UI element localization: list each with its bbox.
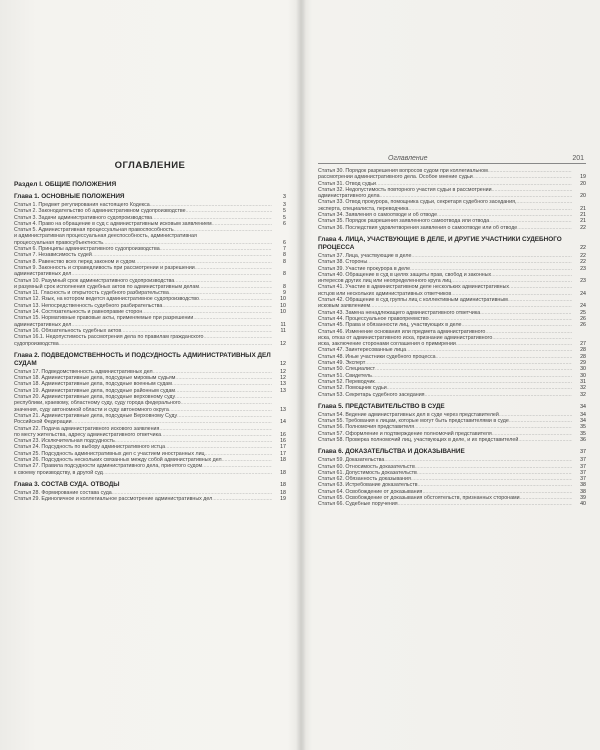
toc-entry-page: 35	[580, 430, 586, 437]
toc-entry-title: Статья 33. Отвод прокурора, помощника судьи, секретаря судебного заседания, .....	[318, 199, 572, 205]
toc-entry-title: Статья 2. Законодательство об административном судопроизводстве .....	[14, 208, 272, 214]
toc-entry-title: Статья 62. Обязанность доказывания .....	[318, 476, 572, 482]
toc-entry-title: Статья 32. Недопустимость повторного участия судьи в рассмотрении .....	[318, 187, 572, 193]
toc-entry-title: Российской Федерации .....	[14, 419, 272, 425]
toc-entry-title: административных дел .....	[14, 322, 272, 328]
toc-entry-page: 40	[580, 501, 586, 508]
toc-list-left	[14, 181, 286, 502]
toc-entry-page: 29	[580, 360, 586, 367]
toc-entry-title: Статья 40. Обращение в суд в целях защиты прав, свобод и законных .....	[318, 272, 572, 278]
toc-entry-page: 18	[280, 481, 286, 488]
toc-entry-title: Статья 4. Право на обращение в суд с административным исковым заявлением .....	[14, 221, 272, 227]
toc-entry-title: Раздел I. ОБЩИЕ ПОЛОЖЕНИЯ	[14, 181, 117, 188]
toc-entry-title: Статья 34. Заявления о самоотводе и об отводе .....	[318, 212, 572, 218]
toc-entry	[318, 437, 586, 443]
toc-entry-title: процессуальная правосубъектность .....	[14, 240, 272, 246]
chapter-heading	[14, 481, 286, 489]
toc-entry-page: 36	[580, 436, 586, 443]
toc-entry-page: 34	[580, 411, 586, 418]
toc-entry-page: 13	[280, 406, 286, 413]
toc-entry-page: 11	[280, 321, 286, 328]
toc-entry-title: Глава 6. ДОКАЗАТЕЛЬСТВА И ДОКАЗЫВАНИЕ	[318, 448, 465, 456]
toc-entry-page: 16	[280, 431, 286, 438]
toc-entry-page: 3	[283, 194, 286, 200]
toc-entry-page: 24	[580, 303, 586, 310]
toc-entry-page: 22	[580, 244, 586, 251]
toc-entry-title: Статья 61. Допустимость доказательств .....	[318, 470, 572, 476]
toc-entry-page: 5	[283, 208, 286, 215]
toc-entry-page: 6	[283, 239, 286, 246]
toc-entry-title: Статья 66. Судебные поручения .....	[318, 501, 572, 507]
toc-entry-title: и административная процессуальная дееспособность, административная	[14, 233, 197, 240]
toc-entry-page: 32	[580, 385, 586, 392]
toc-entry-title: Статья 9. Законность и справедливость при рассмотрении и разрешении .....	[14, 265, 272, 271]
toc-entry-title: Статья 10. Разумный срок административного судопроизводства .....	[14, 278, 272, 284]
toc-entry-page: 9	[283, 290, 286, 297]
toc-entry-title: Статья 49. Эксперт .....	[318, 360, 572, 366]
toc-entry-title: Статья 16. Обязательность судебных актов .....	[14, 328, 272, 334]
toc-entry-title: Статья 52. Переводчик .....	[318, 379, 572, 385]
toc-entry-title: Статья 30. Порядок разрешения вопросов судом при коллегиальном .....	[318, 168, 572, 174]
toc-entry-page: 22	[580, 259, 586, 266]
toc-entry-title: Статья 44. Процессуальное правопреемство .....	[318, 316, 572, 322]
toc-entry-title: рассмотрении административного дела. Особое мнение судьи .....	[318, 174, 572, 180]
toc-entry	[318, 501, 586, 507]
running-head	[318, 155, 586, 164]
toc-entry-page: 10	[280, 296, 286, 303]
toc-entry-page: 37	[580, 457, 586, 464]
toc-entry-title: иска, отказ от административного иска, признание административного .....	[318, 335, 572, 341]
toc-entry-page: 35	[580, 424, 586, 431]
toc-entry-title: Статья 11. Гласность и открытость судебного разбирательства .....	[14, 290, 272, 296]
toc-entry-page: 19	[580, 174, 586, 181]
toc-entry-page: 17	[280, 450, 286, 457]
toc-entry-page: 22	[580, 252, 586, 259]
toc-list-right	[318, 168, 586, 508]
toc-entry-title: Статья 7. Независимость судей .....	[14, 252, 272, 258]
toc-entry-page: 20	[580, 193, 586, 200]
toc-entry-page: 27	[580, 341, 586, 348]
toc-entry-page: 30	[580, 366, 586, 373]
toc-entry-title: Глава 1. ОСНОВНЫЕ ПОЛОЖЕНИЯ	[14, 193, 125, 200]
toc-entry-page: 18	[280, 469, 286, 476]
toc-entry-title: Статья 31. Отвод судьи .....	[318, 181, 572, 187]
toc-entry-title: Статья 8. Равенство всех перед законом и судом .....	[14, 259, 272, 265]
toc-entry-title: Статья 48. Иные участники судебного процесса .....	[318, 354, 572, 360]
toc-entry	[14, 341, 286, 347]
toc-entry-title: Статья 55. Требования к лицам, которые могут быть представителями в суде .....	[318, 418, 572, 424]
toc-entry-title: Глава 2. ПОДВЕДОМСТВЕННОСТЬ И ПОДСУДНОСТЬ АДМИНИСТРАТИВНЫХ ДЕЛ СУДАМ	[14, 351, 271, 367]
toc-entry-page: 24	[580, 290, 586, 297]
toc-entry-title: Глава 4. ЛИЦА, УЧАСТВУЮЩИЕ В ДЕЛЕ, И ДРУГИЕ УЧАСТНИКИ СУДЕБНОГО ПРОЦЕССА	[318, 235, 562, 251]
toc-entry-title: по месту жительства, адресу административного ответчика .....	[14, 432, 272, 438]
toc-entry-page: 21	[580, 205, 586, 212]
toc-entry-page: 31	[580, 378, 586, 385]
toc-entry-title: Статья 43. Замена ненадлежащего административного ответчика .....	[318, 310, 572, 316]
toc-entry-title: Статья 47. Заинтересованные лица .....	[318, 347, 572, 353]
toc-entry-page: 23	[580, 278, 586, 285]
toc-entry-title: Статья 16.1. Недопустимость рассмотрения дела по правилам гражданского .....	[14, 334, 272, 340]
toc-entry-page: 8	[283, 271, 286, 278]
toc-entry-page: 26	[580, 322, 586, 329]
toc-entry-page: 16	[280, 438, 286, 445]
toc-entry-title: Статья 64. Освобождение от доказывания .....	[318, 489, 572, 495]
toc-title: ОГЛАВЛЕНИЕ	[114, 160, 186, 171]
toc-entry	[14, 470, 286, 476]
toc-entry-title: республики, краевому, областному суду, суду города федерального .....	[14, 400, 272, 406]
toc-entry-title: Глава 5. ПРЕДСТАВИТЕЛЬСТВО В СУДЕ	[318, 402, 445, 410]
toc-entry-page: 12	[280, 360, 286, 367]
toc-entry-page: 30	[580, 372, 586, 379]
toc-entry-page: 18	[280, 489, 286, 496]
toc-entry-page: 10	[280, 302, 286, 309]
toc-entry-title: Статья 5. Административная процессуальная правоспособность .....	[14, 227, 272, 233]
toc-entry-page: 17	[280, 444, 286, 451]
toc-entry-page: 6	[283, 220, 286, 227]
section-heading	[14, 181, 286, 188]
toc-entry	[318, 392, 586, 398]
toc-entry-title: Статья 6. Принципы административного судопроизводства .....	[14, 246, 272, 252]
right-page	[318, 155, 586, 508]
toc-entry-title: Статья 46. Изменение основания или предмета административного .....	[318, 329, 572, 335]
toc-entry-title: Статья 18. Административные дела, подсудные военным судам .....	[14, 381, 272, 387]
toc-entry	[14, 496, 286, 502]
toc-entry-title: Статья 63. Истребование доказательств .....	[318, 482, 572, 488]
toc-entry-page: 37	[580, 469, 586, 476]
toc-entry-title: Статья 28. Формирование состава суда .....	[14, 490, 272, 496]
book-fold	[296, 0, 306, 750]
toc-entry-page: 18	[280, 456, 286, 463]
toc-entry-page: 38	[580, 488, 586, 495]
chapter-heading	[318, 403, 586, 411]
toc-entry-title: Статья 38. Стороны .....	[318, 259, 572, 265]
toc-entry-title: административных дел .....	[14, 271, 272, 277]
toc-entry-page: 11	[280, 327, 286, 334]
toc-entry-title: Статья 24. Подсудность по выбору административного истца .....	[14, 444, 272, 450]
toc-entry-title: истцов или нескольких административных ответчиков .....	[318, 291, 572, 297]
chapter-heading	[318, 448, 586, 456]
toc-entry-page: 12	[280, 368, 286, 375]
toc-entry-page: 28	[580, 347, 586, 354]
toc-entry-page: 22	[580, 224, 586, 231]
toc-entry-page: 12	[280, 375, 286, 382]
toc-entry-page: 7	[283, 246, 286, 253]
toc-entry-title: Статья 41. Участие в административном деле нескольких административных .....	[318, 284, 572, 290]
toc-entry-title: судопроизводства .....	[14, 341, 272, 347]
toc-entry-page: 21	[580, 212, 586, 219]
page-number: 201	[572, 155, 584, 162]
toc-entry-title: Статья 58. Проверка полномочий лиц, участвующих в деле, и их представителей .....	[318, 437, 572, 443]
toc-entry-page: 37	[580, 463, 586, 470]
toc-entry-title: Статья 19. Административные дела, подсудные районным судам .....	[14, 388, 272, 394]
toc-entry-page: 8	[283, 283, 286, 290]
toc-entry-page: 26	[580, 315, 586, 322]
toc-entry-page: 39	[580, 495, 586, 502]
toc-entry-title: значения, суду автономной области и суду автономного округа .....	[14, 407, 272, 413]
toc-entry-title: Статья 54. Ведение административных дел в суде через представителей .....	[318, 412, 572, 418]
toc-entry-page: 37	[580, 476, 586, 483]
toc-entry-page: 34	[580, 418, 586, 425]
chapter-heading	[14, 352, 286, 368]
toc-entry-page: 28	[580, 353, 586, 360]
toc-entry-page: 14	[280, 419, 286, 426]
toc-entry-page: 32	[580, 391, 586, 398]
toc-entry-title: Статья 36. Последствия удовлетворения заявления о самоотводе или об отводе .....	[318, 225, 572, 231]
toc-entry-title: Статья 25. Подсудность административных дел с участием иностранных лиц .....	[14, 451, 272, 457]
toc-entry-page: 34	[580, 403, 586, 410]
toc-entry-page: 5	[283, 214, 286, 221]
toc-entry	[318, 225, 586, 231]
toc-entry-title: Статья 20. Административные дела, подсудные верховному суду .....	[14, 394, 272, 400]
toc-entry-page: 12	[280, 340, 286, 347]
toc-entry-title: Статья 35. Порядок разрешения заявленного самоотвода или отвода .....	[318, 218, 572, 224]
toc-entry-page: 19	[280, 496, 286, 503]
toc-entry-title: Статья 42. Обращение в суд группы лиц с коллективным административным .....	[318, 297, 572, 303]
toc-entry-page: 13	[280, 381, 286, 388]
toc-entry-title: Статья 60. Относимость доказательств .....	[318, 464, 572, 470]
toc-entry-title: Статья 15. Нормативные правовые акты, применяемые при разрешении .....	[14, 315, 272, 321]
toc-entry-title: Статья 26. Подсудность нескольких связанных между собой административных дел .....	[14, 457, 272, 463]
toc-entry-title: Статья 1. Предмет регулирования настоящего Кодекса .....	[14, 202, 272, 208]
toc-entry-title: эксперта, специалиста, переводчика .....	[318, 206, 572, 212]
toc-entry-page: 38	[580, 482, 586, 489]
running-head-title: Оглавление	[388, 155, 428, 162]
toc-entry-title: Статья 51. Свидетель .....	[318, 373, 572, 379]
toc-entry-title: Статья 45. Права и обязанности лиц, участвующих в деле .....	[318, 322, 572, 328]
toc-entry-title: Статья 50. Специалист .....	[318, 366, 572, 372]
toc-entry-title: к своему производству, в другой суд .....	[14, 470, 272, 476]
toc-entry-title: Статья 57. Оформление и подтверждение полномочий представителя .....	[318, 431, 572, 437]
toc-entry-page: 23	[580, 265, 586, 272]
toc-entry-title: Статья 12. Язык, на котором ведется административное судопроизводство .....	[14, 296, 272, 302]
toc-entry-page: 21	[580, 218, 586, 225]
toc-entry-title: административного дела .....	[318, 193, 572, 199]
toc-entry-page: 10	[280, 309, 286, 316]
toc-entry-title: Глава 3. СОСТАВ СУДА. ОТВОДЫ	[14, 480, 120, 488]
toc-entry-title: Статья 37. Лица, участвующие в деле .....	[318, 253, 572, 259]
toc-entry-title: исковым заявлением .....	[318, 303, 572, 309]
toc-entry-title: и разумный срок исполнения судебных актов по административным делам .....	[14, 284, 272, 290]
toc-entry-title: Статья 59. Доказательства .....	[318, 457, 572, 463]
toc-entry-page: 20	[580, 180, 586, 187]
toc-entry-title: Статья 56. Полномочия представителя .....	[318, 424, 572, 430]
chapter-heading	[14, 193, 286, 201]
toc-entry-title: иска, заключение сторонами соглашения о примирении .....	[318, 341, 572, 347]
toc-entry-page: 37	[580, 449, 586, 456]
toc-entry-title: Статья 22. Подача административного искового заявления .....	[14, 426, 272, 432]
toc-entry-page: 13	[280, 387, 286, 394]
toc-entry-title: Статья 14. Состязательность и равноправие сторон .....	[14, 309, 272, 315]
toc-entry-title: Статья 39. Участие прокурора в деле .....	[318, 266, 572, 272]
toc-entry-page: 8	[283, 252, 286, 259]
toc-entry-title: Статья 13. Непосредственность судебного разбирательства .....	[14, 303, 272, 309]
toc-entry-title: Статья 53. Секретарь судебного заседания .....	[318, 392, 572, 398]
toc-entry-title: Статья 3. Задачи административного судопроизводства .....	[14, 215, 272, 221]
toc-entry-page: 8	[283, 258, 286, 265]
toc-entry-title: Статья 18. Административные дела, подсудные мировым судьям .....	[14, 375, 272, 381]
toc-entry-page: 3	[283, 202, 286, 208]
toc-entry-page: 25	[580, 309, 586, 316]
toc-entry-title: Статья 17. Подведомственность административных дел .....	[14, 369, 272, 375]
toc-entry-title: Статья 52. Помощник судьи .....	[318, 385, 572, 391]
toc-entry-title: Статья 65. Освобождение от доказывания обстоятельств, признанных сторонами .....	[318, 495, 572, 501]
toc-entry-title: Статья 23. Исключительная подсудность .....	[14, 438, 272, 444]
toc-entry-title: Статья 21. Административные дела, подсудные Верховному Суду .....	[14, 413, 272, 419]
toc-entry-title: Статья 29. Единоличное и коллегиальное рассмотрение административных дел .....	[14, 496, 272, 502]
left-page	[14, 160, 286, 502]
toc-entry-title: интересов других лиц или неопределенного круга лиц .....	[318, 278, 572, 284]
toc-entry-title: Статья 27. Правила подсудности административного дела, принятого судом .....	[14, 463, 272, 469]
chapter-heading	[318, 236, 586, 252]
